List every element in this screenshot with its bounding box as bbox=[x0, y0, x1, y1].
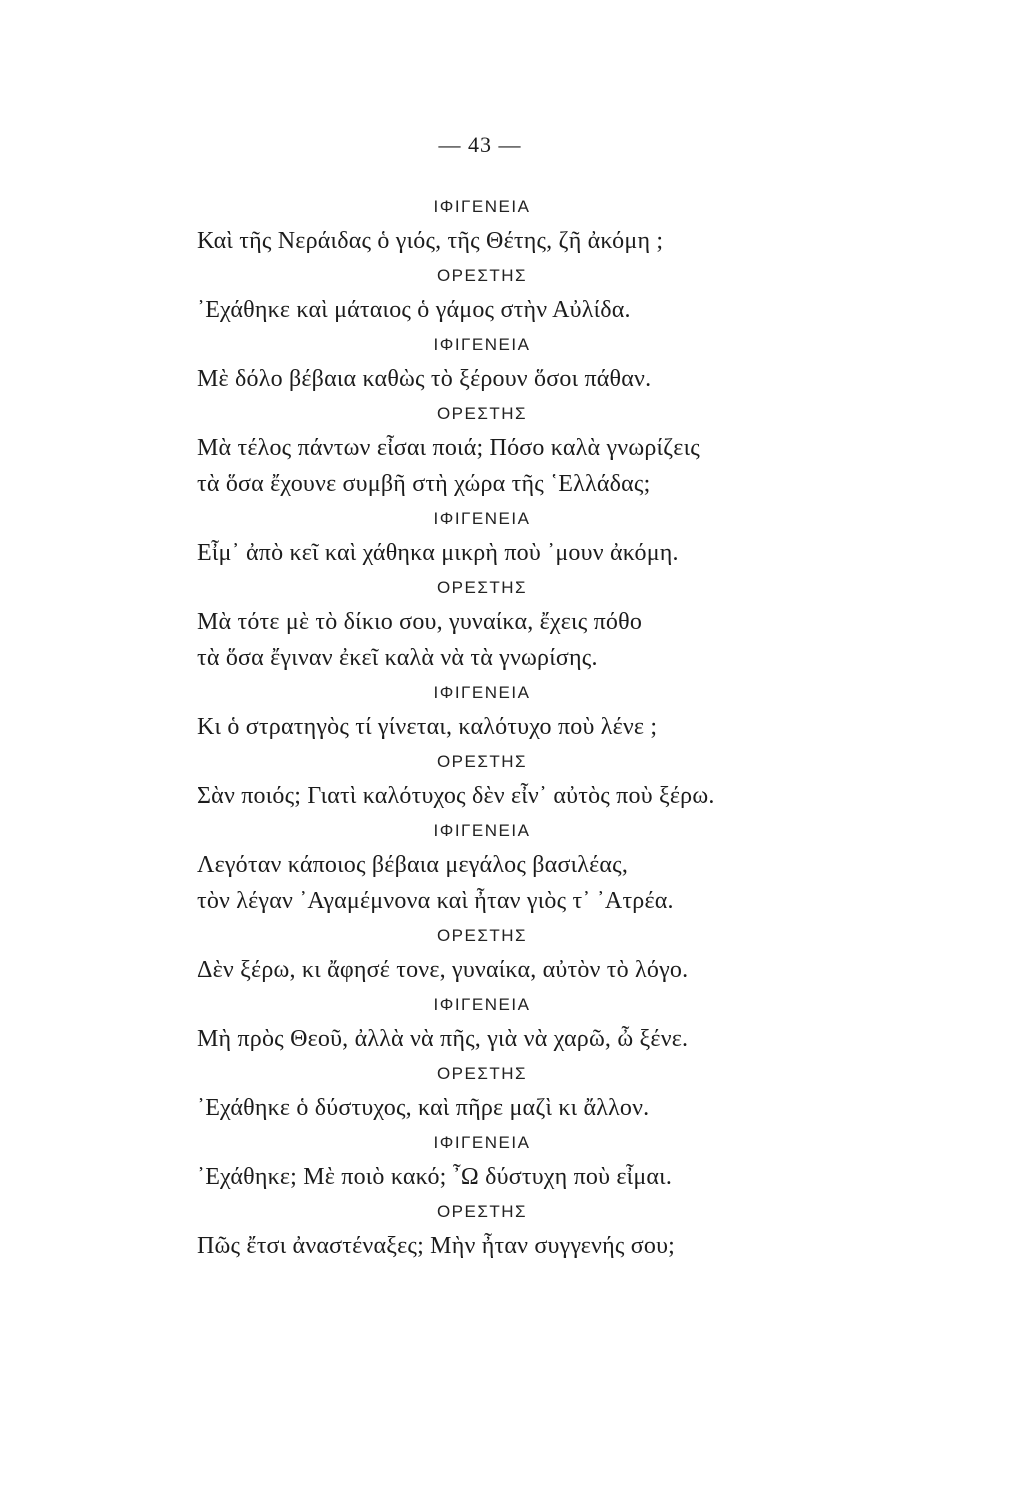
speaker-name: ΙΦΙΓΕΝΕΙΑ bbox=[433, 197, 531, 216]
speech-block bbox=[197, 988, 817, 1057]
verse-line: ᾿Εχάθηκε; Μὲ ποιὸ κακό; ῏Ω δύστυχη ποὺ εἶμαι. bbox=[197, 1164, 673, 1190]
speech-block bbox=[197, 259, 817, 328]
speaker-name: ΙΦΙΓΕΝΕΙΑ bbox=[433, 1133, 531, 1152]
verse-line: ᾿Εχάθηκε ὁ δύστυχος, καὶ πῆρε μαζὶ κι ἄλλον. bbox=[197, 1095, 650, 1121]
speech-block bbox=[197, 1195, 817, 1264]
verse-line: Μὴ πρὸς Θεοῦ, ἀλλὰ νὰ πῆς, γιὰ νὰ χαρῶ, ὦ ξένε. bbox=[197, 1026, 689, 1052]
speaker-name: ΙΦΙΓΕΝΕΙΑ bbox=[433, 335, 531, 354]
dialogue-text bbox=[197, 190, 817, 1264]
speech-block bbox=[197, 328, 817, 397]
speaker-name: ΟΡΕΣΤΗΣ bbox=[436, 752, 528, 771]
verse-line: Λεγόταν κάποιος βέβαια μεγάλος βασιλέας, bbox=[197, 852, 629, 878]
speech-block bbox=[197, 814, 817, 919]
speech-block bbox=[197, 571, 817, 676]
speaker-name: ΟΡΕΣΤΗΣ bbox=[436, 1064, 528, 1083]
verse-line: τὰ ὅσα ἔγιναν ἐκεῖ καλὰ νὰ τὰ γνωρίσης. bbox=[197, 645, 598, 671]
speech-block bbox=[197, 1126, 817, 1195]
verse-line: τὸν λέγαν ᾿Αγαμέμνονα καὶ ἦταν γιὸς τ᾿ ᾿Ατρέα. bbox=[197, 888, 674, 914]
speech-block bbox=[197, 397, 817, 502]
speech-block bbox=[197, 745, 817, 814]
verse-line: Μὰ τέλος πάντων εἶσαι ποιά; Πόσο καλὰ γνωρίζεις bbox=[197, 435, 700, 461]
verse-line: Σὰν ποιός; Γιατὶ καλότυχος δὲν εἶν᾿ αὐτὸς ποὺ ξέρω. bbox=[197, 783, 715, 809]
verse-line: Κι ὁ στρατηγὸς τί γίνεται, καλότυχο ποὺ λένε ; bbox=[197, 714, 658, 740]
speaker-name: ΟΡΕΣΤΗΣ bbox=[436, 926, 528, 945]
verse-line: Πῶς ἔτσι ἀναστέναξες; Μὴν ἦταν συγγενής σου; bbox=[197, 1233, 676, 1259]
verse-line: Δὲν ξέρω, κι ἄφησέ τονε, γυναίκα, αὐτὸν τὸ λόγο. bbox=[197, 957, 689, 983]
speaker-name: ΙΦΙΓΕΝΕΙΑ bbox=[433, 683, 531, 702]
speaker-name: ΙΦΙΓΕΝΕΙΑ bbox=[433, 821, 531, 840]
speech-block bbox=[197, 919, 817, 988]
verse-line: Μὰ τότε μὲ τὸ δίκιο σου, γυναίκα, ἔχεις πόθο bbox=[197, 609, 643, 635]
speech-block bbox=[197, 1057, 817, 1126]
page-number: — 43 — bbox=[438, 132, 522, 157]
verse-line: ᾿Εχάθηκε καὶ μάταιος ὁ γάμος στὴν Αὐλίδα. bbox=[197, 297, 631, 323]
speech-block bbox=[197, 190, 817, 259]
speaker-name: ΙΦΙΓΕΝΕΙΑ bbox=[433, 509, 531, 528]
speaker-name: ΟΡΕΣΤΗΣ bbox=[436, 1202, 528, 1221]
verse-line: Μὲ δόλο βέβαια καθὼς τὸ ξέρουν ὅσοι πάθαν. bbox=[197, 366, 652, 392]
verse-line: Καὶ τῆς Νεράιδας ὁ γιός, τῆς Θέτης, ζῆ ἀκόμη ; bbox=[197, 228, 664, 254]
speech-block bbox=[197, 676, 817, 745]
speaker-name: ΙΦΙΓΕΝΕΙΑ bbox=[433, 995, 531, 1014]
speaker-name: ΟΡΕΣΤΗΣ bbox=[436, 404, 528, 423]
speech-block bbox=[197, 502, 817, 571]
speaker-name: ΟΡΕΣΤΗΣ bbox=[436, 578, 528, 597]
verse-line: Εἶμ᾿ ἀπὸ κεῖ καὶ χάθηκα μικρὴ ποὺ ᾿μουν ἀκόμη. bbox=[197, 540, 679, 566]
speaker-name: ΟΡΕΣΤΗΣ bbox=[436, 266, 528, 285]
verse-line: τὰ ὅσα ἔχουνε συμβῆ στὴ χώρα τῆς ῾Ελλάδας; bbox=[197, 471, 651, 497]
